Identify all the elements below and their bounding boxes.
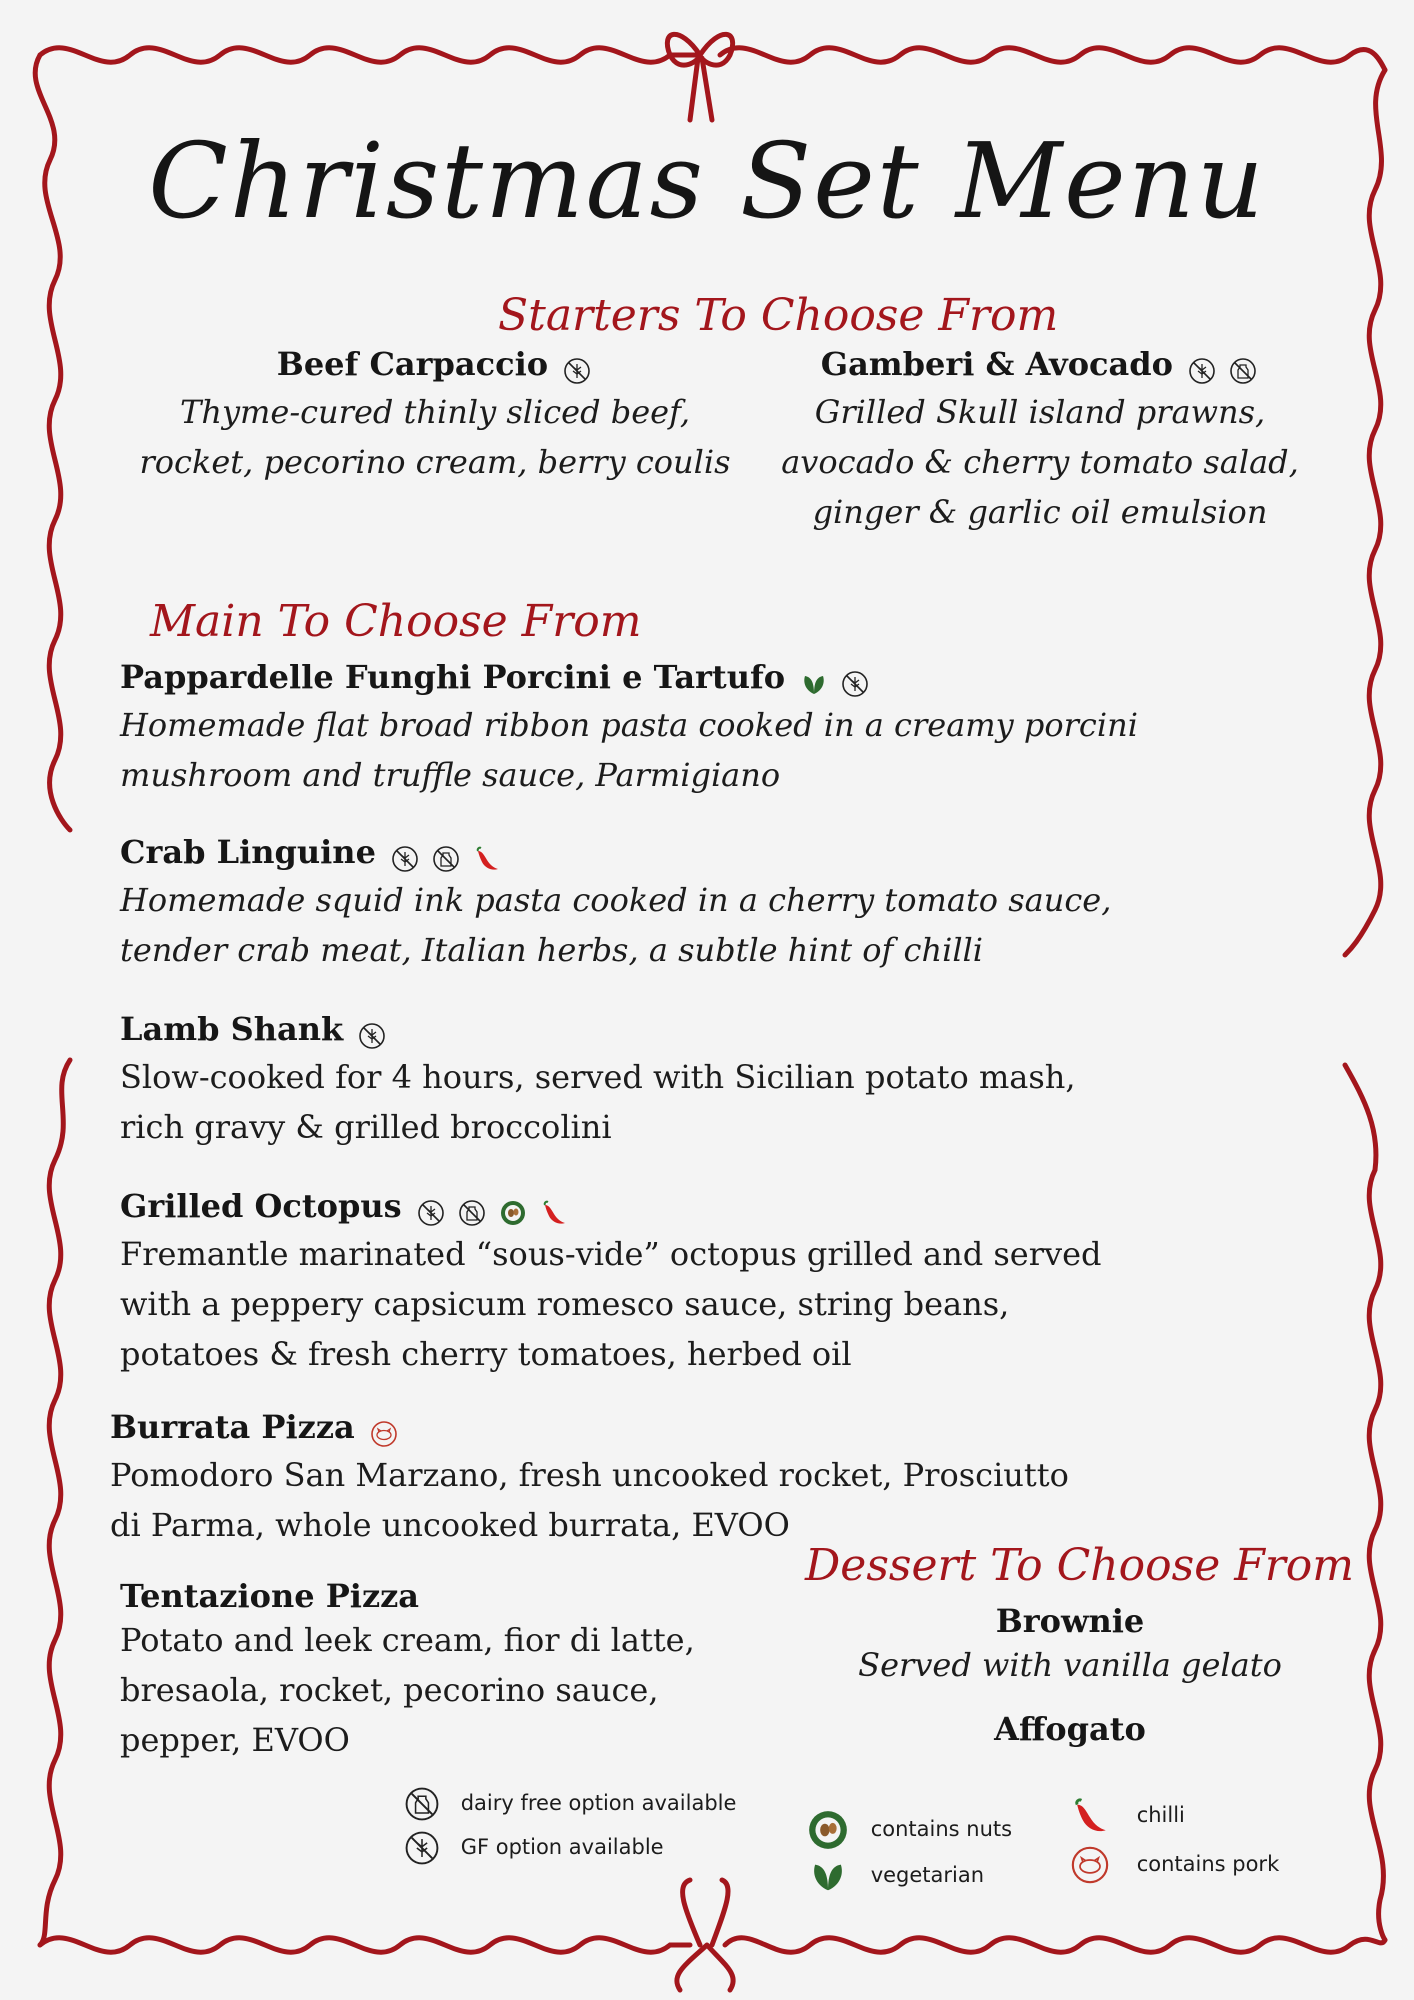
main-burrata-pizza xyxy=(110,1408,1210,1550)
gf-icon xyxy=(841,670,869,698)
gf-icon xyxy=(417,1199,445,1227)
dish-desc: tender crab meat, Italian herbs, a subtle hint of chilli xyxy=(120,931,984,969)
page-title: Christmas Set Menu xyxy=(148,120,1266,242)
main-pappardelle xyxy=(120,658,1220,800)
dish-desc: avocado & cherry tomato salad, xyxy=(781,443,1299,481)
legend-label: contains nuts xyxy=(870,1817,1013,1841)
dish-desc: Slow-cooked for 4 hours, served with Sicilian potato mash, xyxy=(120,1058,1076,1096)
dish-desc: pepper, EVOO xyxy=(120,1721,350,1759)
main-grilled-octopus xyxy=(120,1187,1220,1379)
dish-desc: Potato and leek cream, fior di latte, xyxy=(120,1621,695,1659)
pork-icon xyxy=(370,1420,398,1448)
legend-pork xyxy=(1070,1845,1279,1885)
dish-name: Brownie xyxy=(995,1602,1145,1640)
dish-desc: mushroom and truffle sauce, Parmigiano xyxy=(120,756,781,794)
dish-name: Lamb Shank xyxy=(120,1010,344,1048)
dish-name: Crab Linguine xyxy=(120,833,376,871)
dish-desc: Served with vanilla gelato xyxy=(858,1646,1282,1684)
dish-name: Burrata Pizza xyxy=(110,1408,355,1446)
dish-desc: ginger & garlic oil emulsion xyxy=(812,493,1268,531)
gf-icon xyxy=(563,357,591,385)
legend-label: dairy free option available xyxy=(460,1791,737,1815)
legend-dairy-free xyxy=(404,1786,736,1822)
dish-name: Grilled Octopus xyxy=(120,1187,402,1225)
gf-icon xyxy=(1188,357,1216,385)
dairy-free-icon xyxy=(404,1786,440,1822)
dish-desc: Grilled Skull island prawns, xyxy=(814,393,1266,431)
dish-name: Tentazione Pizza xyxy=(120,1577,420,1615)
legend-label: GF option available xyxy=(460,1835,664,1859)
dish-desc: Fremantle marinated “sous-vide” octopus grilled and served xyxy=(120,1235,1102,1273)
legend-chilli xyxy=(1070,1796,1185,1836)
dairy-free-icon xyxy=(1229,357,1257,385)
dish-desc: potatoes & fresh cherry tomatoes, herbed oil xyxy=(120,1335,852,1373)
desserts-heading: Dessert To Choose From xyxy=(805,1540,1354,1591)
starter-gamberi-avocado xyxy=(760,345,1320,537)
legend-nuts xyxy=(806,1808,1012,1852)
gf-icon xyxy=(404,1830,440,1866)
main-tentazione-pizza xyxy=(120,1577,720,1765)
vegetarian-icon xyxy=(800,670,828,698)
gf-icon xyxy=(391,845,419,873)
dish-desc: rocket, pecorino cream, berry coulis xyxy=(139,443,731,481)
legend-label: vegetarian xyxy=(870,1863,985,1887)
dish-desc: Thyme-cured thinly sliced beef, xyxy=(180,393,690,431)
chilli-icon xyxy=(473,845,501,873)
dish-desc: di Parma, whole uncooked burrata, EVOO xyxy=(110,1506,790,1544)
dairy-free-icon xyxy=(458,1199,486,1227)
dessert-affogato xyxy=(820,1710,1320,1748)
legend-label: chilli xyxy=(1136,1803,1185,1827)
dish-desc: rich gravy & grilled broccolini xyxy=(120,1108,612,1146)
main-lamb-shank xyxy=(120,1010,1220,1152)
dish-name: Affogato xyxy=(994,1710,1146,1748)
dish-desc: Homemade squid ink pasta cooked in a cherry tomato sauce, xyxy=(120,881,1112,919)
dish-name: Pappardelle Funghi Porcini e Tartufo xyxy=(120,658,786,696)
gf-icon xyxy=(358,1022,386,1050)
chilli-icon xyxy=(540,1199,568,1227)
nuts-icon xyxy=(499,1199,527,1227)
chilli-icon xyxy=(1070,1796,1110,1836)
nuts-icon xyxy=(806,1808,850,1852)
dish-name: Gamberi & Avocado xyxy=(820,345,1173,383)
dish-desc: Homemade flat broad ribbon pasta cooked in a creamy porcini xyxy=(120,706,1138,744)
starter-beef-carpaccio xyxy=(120,345,750,487)
dish-desc: with a peppery capsicum romesco sauce, string beans, xyxy=(120,1285,1010,1323)
pork-icon xyxy=(1070,1845,1110,1885)
legend-vegetarian xyxy=(806,1856,984,1896)
dish-name: Beef Carpaccio xyxy=(276,345,549,383)
main-crab-linguine xyxy=(120,833,1220,975)
starters-heading: Starters To Choose From xyxy=(498,290,1059,341)
legend-label: contains pork xyxy=(1136,1852,1280,1876)
mains-heading: Main To Choose From xyxy=(150,596,642,647)
legend-gf xyxy=(404,1830,664,1866)
dish-desc: Pomodoro San Marzano, fresh uncooked rocket, Prosciutto xyxy=(110,1456,1069,1494)
dish-desc: bresaola, rocket, pecorino sauce, xyxy=(120,1671,659,1709)
dairy-free-icon xyxy=(432,845,460,873)
vegetarian-icon xyxy=(806,1856,850,1896)
dessert-brownie xyxy=(820,1602,1320,1690)
